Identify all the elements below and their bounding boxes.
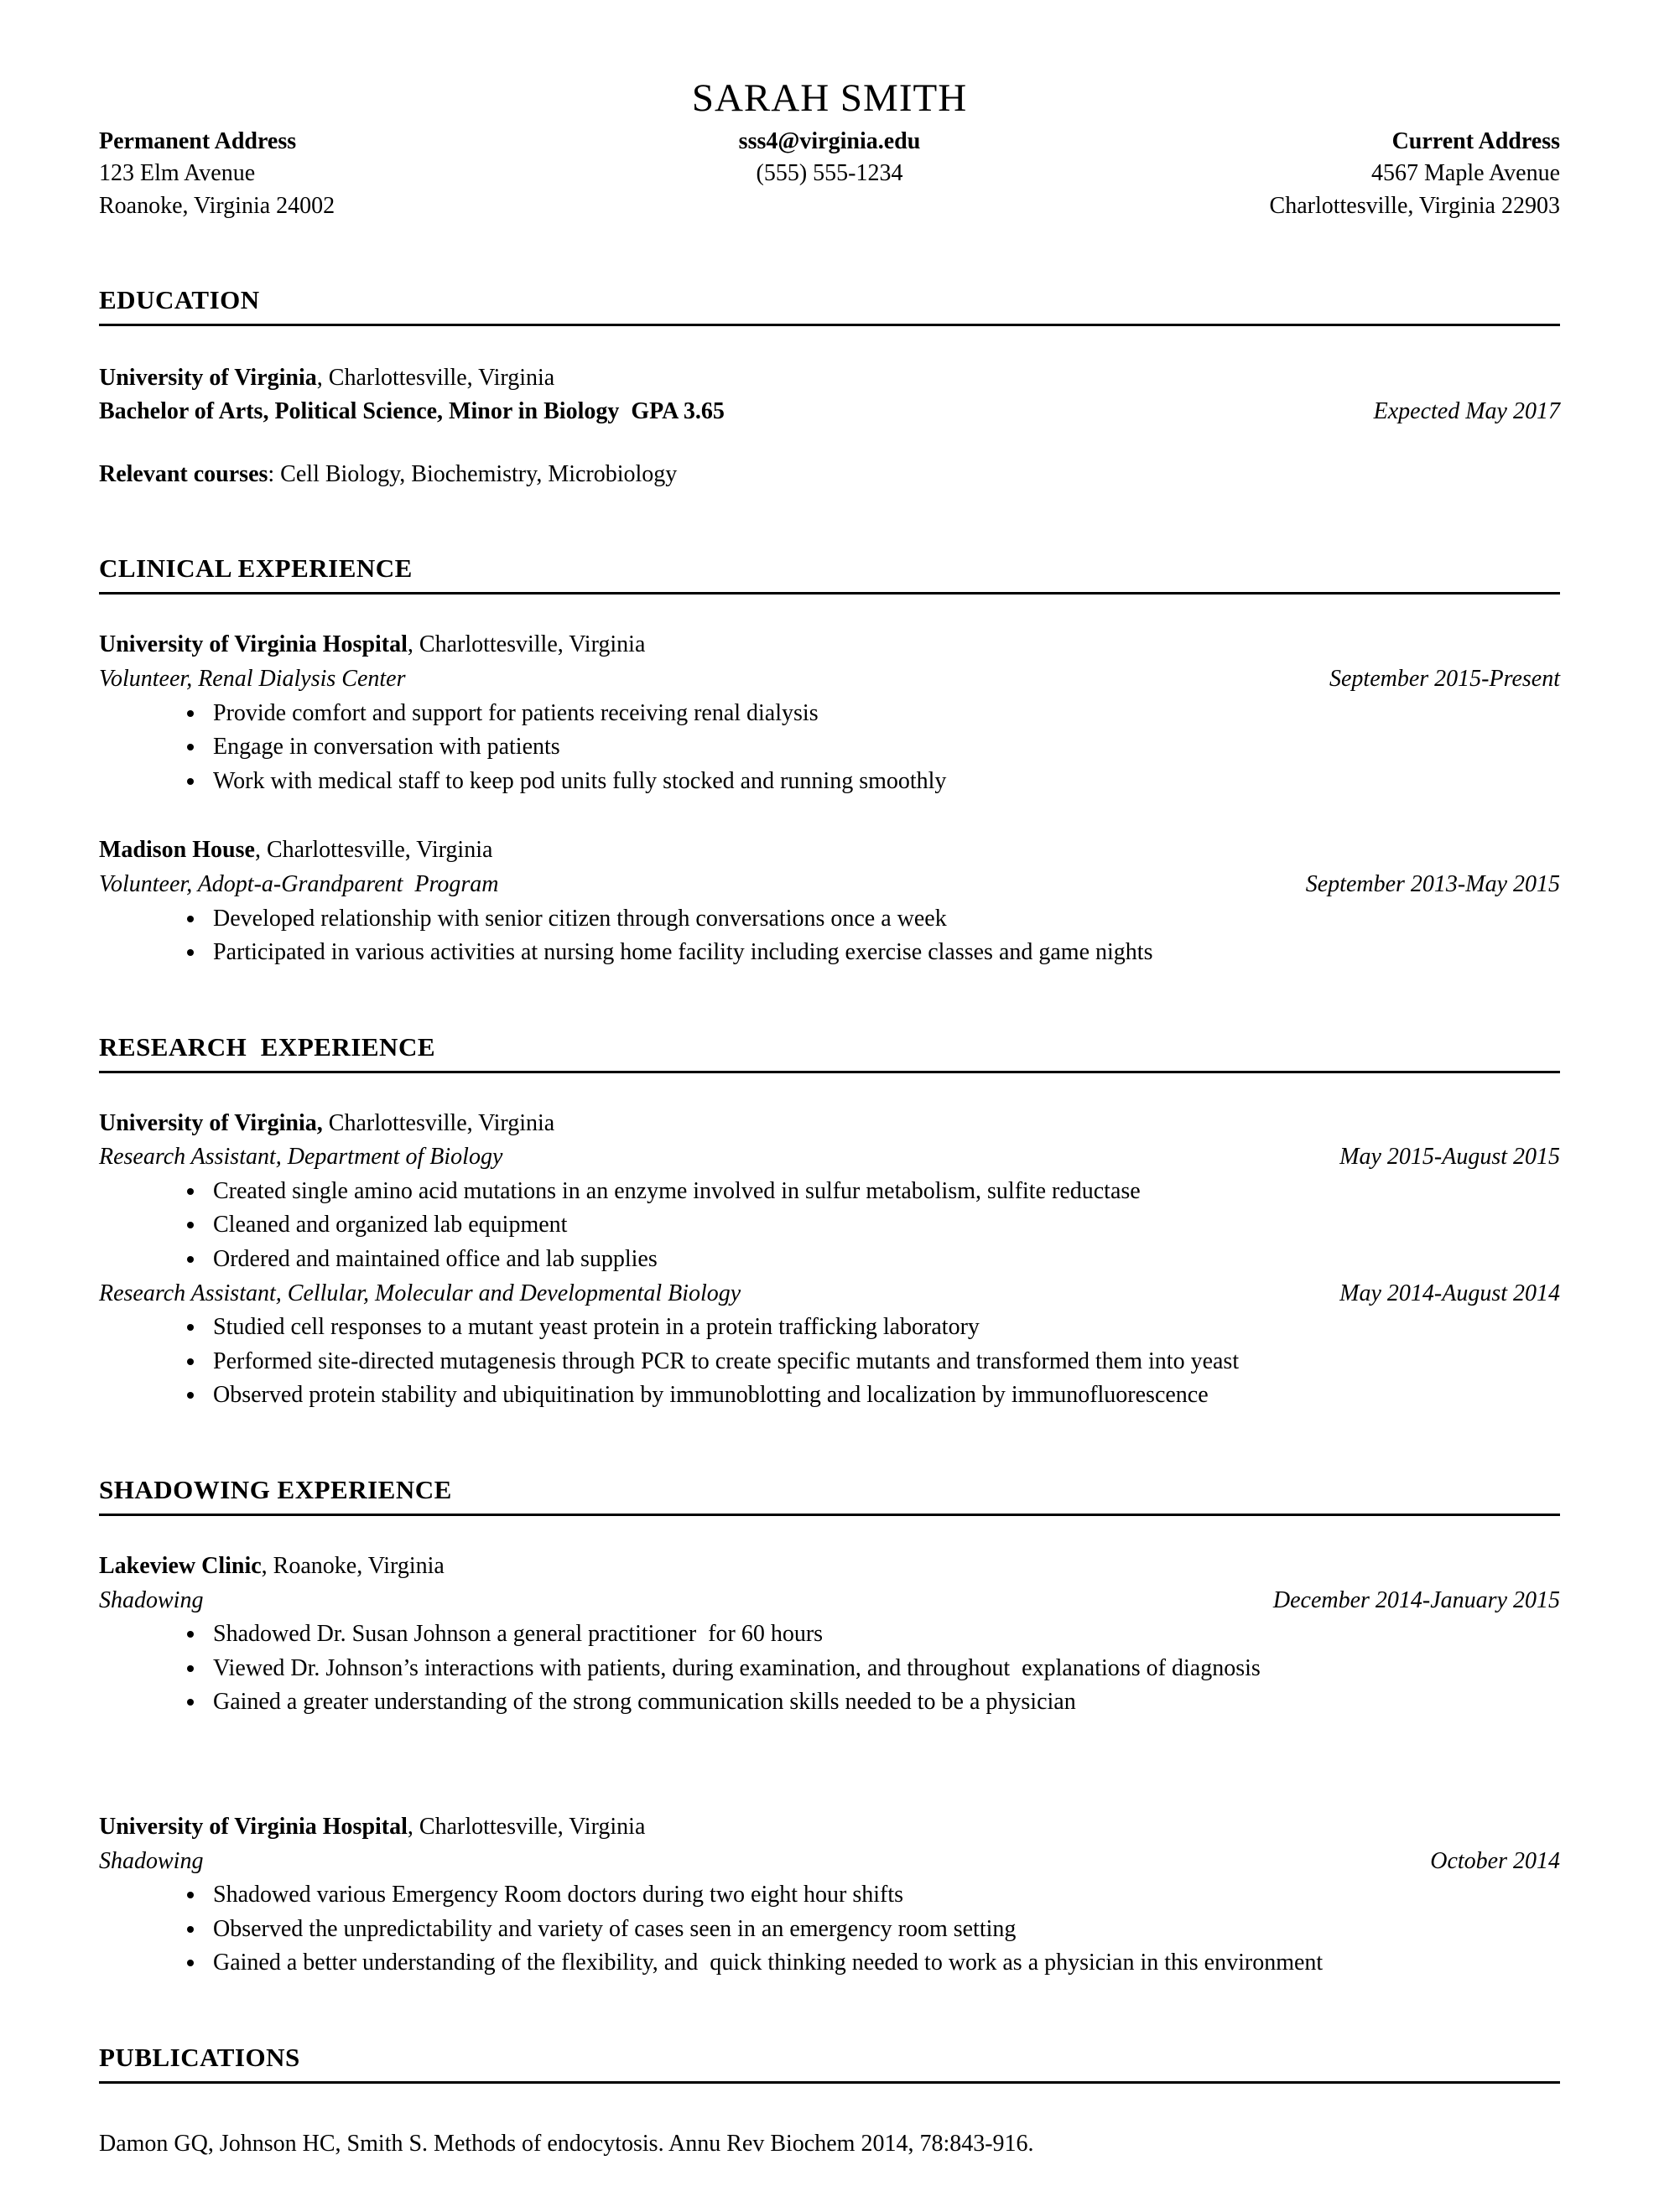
org-name: University of Virginia Hospital	[99, 1814, 408, 1840]
org-name: Madison House	[99, 837, 255, 864]
role-line	[99, 1140, 1560, 1175]
bullet-item: • Developed relationship with senior citizen through conversations once a week	[206, 902, 1560, 937]
section-research-experience	[99, 1032, 1560, 1413]
clinical-entry-uva-hospital	[99, 628, 1560, 798]
section-heading-shadowing: SHADOWING EXPERIENCE	[99, 1475, 1560, 1516]
research-entry-uva	[99, 1107, 1560, 1413]
date-range: September 2015-Present	[1329, 665, 1560, 692]
current-address-line1: 4567 Maple Avenue	[1371, 160, 1560, 187]
role-title: Shadowing	[99, 1586, 204, 1613]
role-title: Volunteer, Adopt-a-Grandparent Program	[99, 870, 499, 897]
org-location: , Charlottesville, Virginia	[407, 631, 646, 658]
permanent-address-label: Permanent Address	[99, 127, 297, 154]
bullet-item: • Performed site-directed mutagenesis through PCR to create specific mutants and transformed them into yeast	[206, 1345, 1560, 1379]
section-heading-education: EDUCATION	[99, 285, 1560, 326]
relevant-courses-list: : Cell Biology, Biochemistry, Microbiology	[268, 460, 678, 487]
section-publications	[99, 2043, 1560, 2162]
clinical-entry-madison-house	[99, 833, 1560, 969]
school-location: , Charlottesville, Virginia	[316, 364, 555, 391]
role-title: Research Assistant, Cellular, Molecular and Developmental Biology	[99, 1280, 741, 1306]
role-line	[99, 1584, 1560, 1618]
school-name: University of Virginia	[99, 364, 317, 391]
bullet-item: • Cleaned and organized lab equipment	[206, 1208, 1560, 1243]
relevant-courses-label: Relevant courses	[99, 460, 268, 487]
bullet-item: • Studied cell responses to a mutant yeast protein in a protein trafficking laboratory	[206, 1311, 1560, 1345]
bullet-list	[99, 902, 1560, 970]
org-name: Lakeview Clinic	[99, 1553, 262, 1580]
date-range: December 2014-January 2015	[1272, 1586, 1560, 1613]
degree-text: Bachelor of Arts, Political Science, Minor in Biology GPA 3.65	[99, 398, 725, 425]
org-line	[99, 1107, 1560, 1141]
email-text: sss4@virginia.edu	[738, 127, 921, 154]
bullet-item: • Engage in conversation with patients	[206, 730, 1560, 765]
relevant-courses-line	[99, 458, 1560, 492]
org-location: , Charlottesville, Virginia	[407, 1814, 646, 1840]
date-range: May 2015-August 2015	[1339, 1144, 1560, 1171]
role-line	[99, 1845, 1560, 1879]
permanent-address-block	[99, 126, 739, 223]
role-line	[99, 1277, 1560, 1311]
graduation-date: Expected May 2017	[1373, 398, 1560, 425]
bullet-item: • Viewed Dr. Johnson’s interactions with patients, during examination, and throughout explanations of diagnosis	[206, 1652, 1560, 1686]
school-line	[99, 361, 1560, 396]
publication-citation: Damon GQ, Johnson HC, Smith S. Methods of endocytosis. Annu Rev Biochem 2014, 78:843-916.	[99, 2130, 1034, 2157]
section-education	[99, 285, 1560, 492]
shadowing-entry-uva-hospital	[99, 1810, 1560, 1981]
bullet-item: • Ordered and maintained office and lab supplies	[206, 1243, 1560, 1277]
role-title: Research Assistant, Department of Biology	[99, 1144, 503, 1171]
bullet-list	[99, 1175, 1560, 1277]
bullet-item: • Participated in various activities at nursing home facility including exercise classes and game nights	[206, 936, 1560, 970]
bullet-list	[99, 1311, 1560, 1413]
bullet-list	[99, 1617, 1560, 1720]
date-range: May 2014-August 2014	[1339, 1280, 1560, 1306]
section-heading-research: RESEARCH EXPERIENCE	[99, 1032, 1560, 1073]
section-heading-publications: PUBLICATIONS	[99, 2043, 1560, 2084]
bullet-item: • Observed protein stability and ubiquitination by immunoblotting and localization by immunofluorescence	[206, 1379, 1560, 1413]
org-line	[99, 833, 1560, 868]
contact-center-block	[739, 126, 921, 223]
degree-line	[99, 395, 1560, 429]
bullet-item: • Gained a greater understanding of the strong communication skills needed to be a physician	[206, 1685, 1560, 1720]
bullet-item: • Observed the unpredictability and variety of cases seen in an emergency room setting	[206, 1913, 1560, 1947]
org-name: University of Virginia Hospital	[99, 631, 408, 658]
permanent-address-line2: Roanoke, Virginia 24002	[99, 192, 335, 219]
current-address-label: Current Address	[1391, 127, 1560, 154]
education-entry	[99, 361, 1560, 492]
section-clinical-experience	[99, 553, 1560, 969]
contact-header	[99, 126, 1560, 223]
org-location: , Charlottesville, Virginia	[254, 837, 493, 864]
role-title: Volunteer, Renal Dialysis Center	[99, 665, 406, 692]
org-line	[99, 1550, 1560, 1584]
current-address-block	[920, 126, 1560, 223]
phone-text: (555) 555-1234	[756, 160, 903, 187]
bullet-item: • Provide comfort and support for patients receiving renal dialysis	[206, 697, 1560, 731]
shadowing-entry-lakeview	[99, 1550, 1560, 1720]
role-title: Shadowing	[99, 1847, 204, 1874]
bullet-item: • Shadowed various Emergency Room doctors during two eight hour shifts	[206, 1878, 1560, 1913]
permanent-address-line1: 123 Elm Avenue	[99, 160, 256, 187]
date-range: October 2014	[1430, 1847, 1560, 1874]
bullet-item: • Created single amino acid mutations in an enzyme involved in sulfur metabolism, sulfite reductase	[206, 1175, 1560, 1209]
bullet-item: • Gained a better understanding of the flexibility, and quick thinking needed to work as a physician in this environment	[206, 1946, 1560, 1981]
section-heading-clinical: CLINICAL EXPERIENCE	[99, 553, 1560, 595]
date-range: September 2013-May 2015	[1305, 870, 1560, 897]
bullet-list	[99, 1878, 1560, 1981]
org-location: Charlottesville, Virginia	[322, 1109, 555, 1136]
role-line	[99, 868, 1560, 902]
role-line	[99, 662, 1560, 697]
bullet-item: • Work with medical staff to keep pod units fully stocked and running smoothly	[206, 765, 1560, 799]
org-line	[99, 1810, 1560, 1845]
org-location: , Roanoke, Virginia	[261, 1553, 445, 1580]
section-shadowing-experience	[99, 1475, 1560, 1981]
org-line	[99, 628, 1560, 662]
resume-name: SARAH SMITH	[691, 76, 968, 120]
current-address-line2: Charlottesville, Virginia 22903	[1269, 192, 1560, 219]
bullet-list	[99, 697, 1560, 799]
bullet-item: • Shadowed Dr. Susan Johnson a general practitioner for 60 hours	[206, 1617, 1560, 1652]
org-name: University of Virginia,	[99, 1109, 323, 1136]
